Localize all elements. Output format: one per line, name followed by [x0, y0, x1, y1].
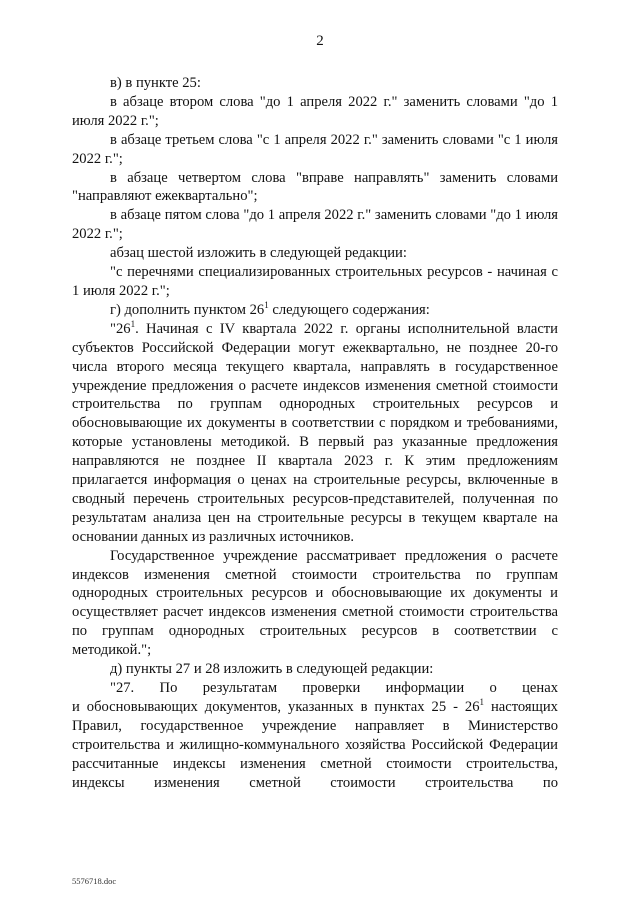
paragraph-v-6: "с перечнями специализированных строительных ресурсов - начиная с 1 июля 2022 г.";: [72, 264, 558, 299]
paragraph-27-text-a: и обосновывающих документов, указанных в пунктах 25 - 26: [72, 698, 480, 715]
paragraph-v-5: абзац шестой изложить в следующей редакции:: [110, 245, 407, 262]
superscript-mark: 1: [264, 299, 269, 310]
paragraph-v-1: в абзаце втором слова "до 1 апреля 2022 г." заменить словами "до 1 июля 2022 г.";: [72, 93, 558, 129]
paragraph-27-text-b: настоящих Правил, государственное учреждение направляет в Министерство строительства и жилищно-коммунального хозяйства Российской Федерации рассчитанные индексы изменения сметной стоимости строительства, индексы изменения сметной стоимости строительства по: [72, 698, 558, 791]
paragraph-v-4: в абзаце пятом слова "до 1 апреля 2022 г." заменить словами "до 1 июля 2022 г.";: [72, 207, 558, 243]
paragraph-item-v: в) в пункте 25:: [110, 75, 201, 91]
paragraph-26-1-text-a: "26: [110, 320, 131, 337]
paragraph-item-g: [72, 301, 558, 320]
paragraph-26-1-text-b: . Начиная с IV квартала 2022 г. органы исполнительной власти субъектов Российской Федерации могут ежеквартально, не позднее 20-го числа второго месяца текущего квартала, направлять в государственное учреждение предложения о расчете индексов изменения сметной стоимости строительства по группам однородных строительных ресурсов и обосновывающие их документы в соответствии с порядком и требованиями, которые установлены методикой. В первый раз указанные предложения направляются не позднее II квартала 2023 г. К этим предложениям прилагается информация о ценах на строительные ресурсы, включенные в сводный перечень строительных ресурсов-представителей, полученная по результатам анализа цен на строительные ресурсы в текущем квартале на основании данных из различных источников.: [72, 320, 558, 545]
paragraph-item-d: д) пункты 27 и 28 изложить в следующей редакции:: [110, 661, 434, 678]
paragraph-26-1-second: Государственное учреждение рассматривает предложения о расчете индексов изменения сметной стоимости строительства по группам однородных строительных ресурсов и обосновывающие их документы и осуществляет расчет индексов изменения сметной стоимости строительства по группам однородных строительных ресурсов в соответствии с методикой.";: [72, 547, 558, 659]
paragraph-27-first-line: "27. По результатам проверки информации о ценах: [110, 680, 558, 696]
superscript-mark: 1: [130, 318, 136, 329]
page-number: 2: [316, 33, 324, 49]
paragraph-26-1: [72, 320, 558, 547]
paragraph-v-2: в абзаце третьем слова "с 1 апреля 2022 г." заменить словами "с 1 июля 2022 г.";: [72, 131, 558, 167]
paragraph-item-g-text-b: следующего содержания:: [268, 301, 430, 318]
paragraph-27-continuation: [72, 698, 558, 793]
paragraph-v-3: в абзаце четвертом слова "вправе направлять" заменить словами "направляют ежеквартально";: [72, 169, 558, 205]
paragraph-item-g-text-a: г) дополнить пунктом 26: [110, 301, 265, 318]
superscript-mark: 1: [479, 696, 484, 707]
document-file-code: 5576718.doc: [72, 876, 117, 886]
document-body: [72, 74, 558, 792]
